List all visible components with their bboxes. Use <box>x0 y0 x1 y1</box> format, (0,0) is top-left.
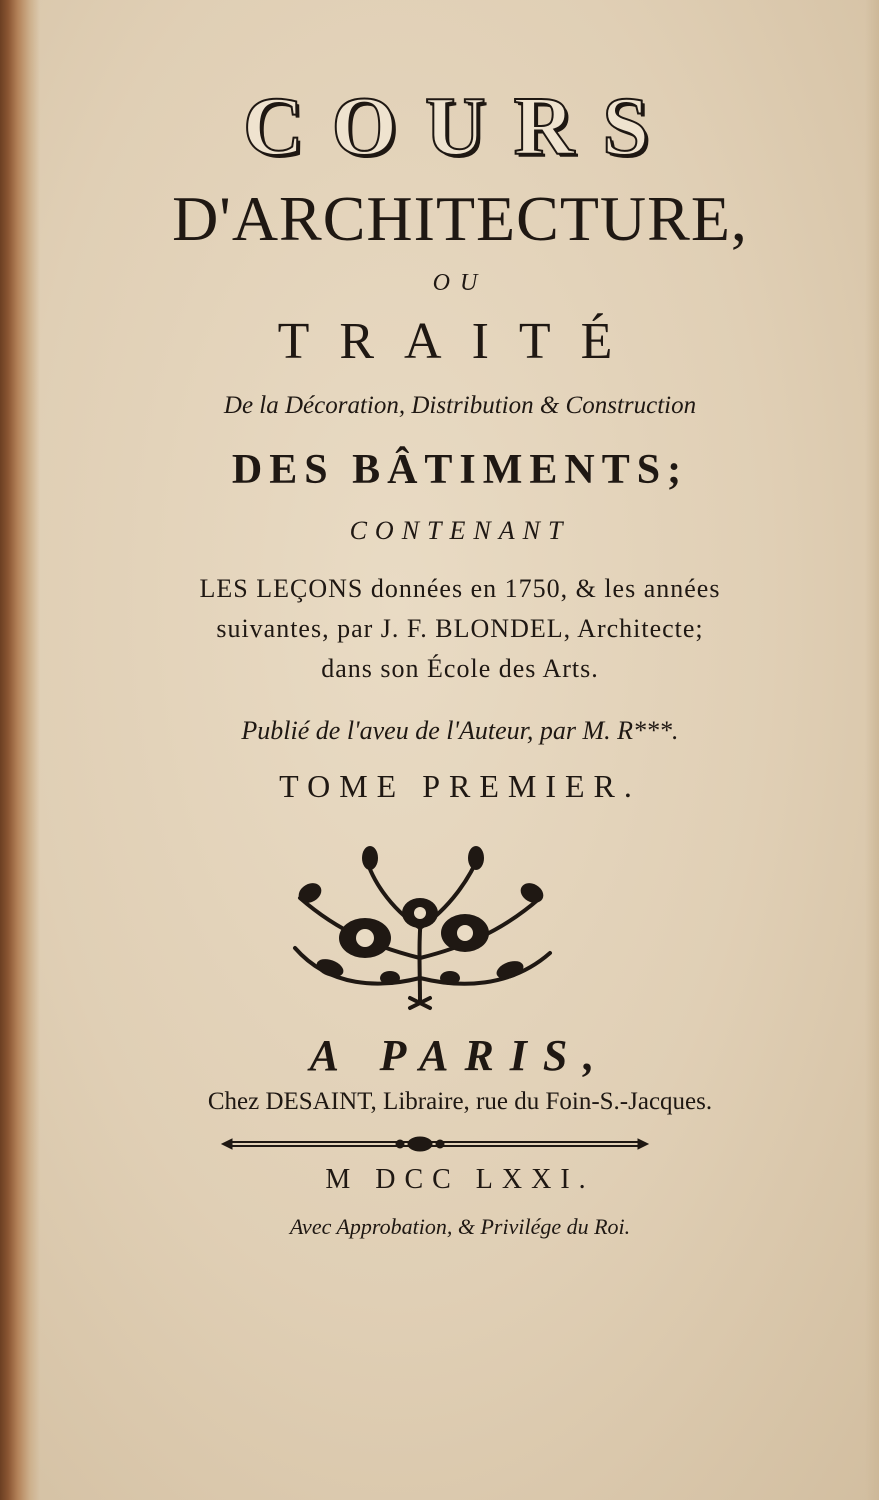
subtitle: De la Décoration, Distribution & Construction <box>223 392 697 419</box>
title-sub: D'ARCHITECTURE, <box>172 183 748 254</box>
publisher: Chez DESAINT, Libraire, rue du Foin-S.-Jacques. <box>207 1088 713 1115</box>
book-spine-edge <box>0 0 40 1500</box>
floral-vignette-icon <box>270 838 570 1013</box>
page-edge <box>865 0 879 1500</box>
containing-label: CONTENANT <box>349 516 571 545</box>
volume-label: TOME PREMIER. <box>279 768 641 804</box>
place: A PARIS, <box>309 1031 611 1080</box>
ornamental-rule-icon <box>220 1134 650 1154</box>
content-line-3: dans son École des Arts. <box>321 654 599 683</box>
privilege-line: Avec Approbation, & Privilége du Roi. <box>289 1214 631 1239</box>
content-line-1: LES LEÇONS données en 1750, & les années <box>199 574 721 603</box>
publication-date: M DCC LXXI. <box>325 1164 595 1195</box>
subject: DES BÂTIMENTS; <box>231 447 689 493</box>
title-main: COURS <box>242 80 678 173</box>
content-line-2: suivantes, par J. F. BLONDEL, Architecte; <box>216 614 704 643</box>
title-alt: TRAITÉ <box>277 313 643 370</box>
published-by: Publié de l'aveu de l'Auteur, par M. R***. <box>241 716 679 745</box>
conjunction: OU <box>432 270 488 296</box>
